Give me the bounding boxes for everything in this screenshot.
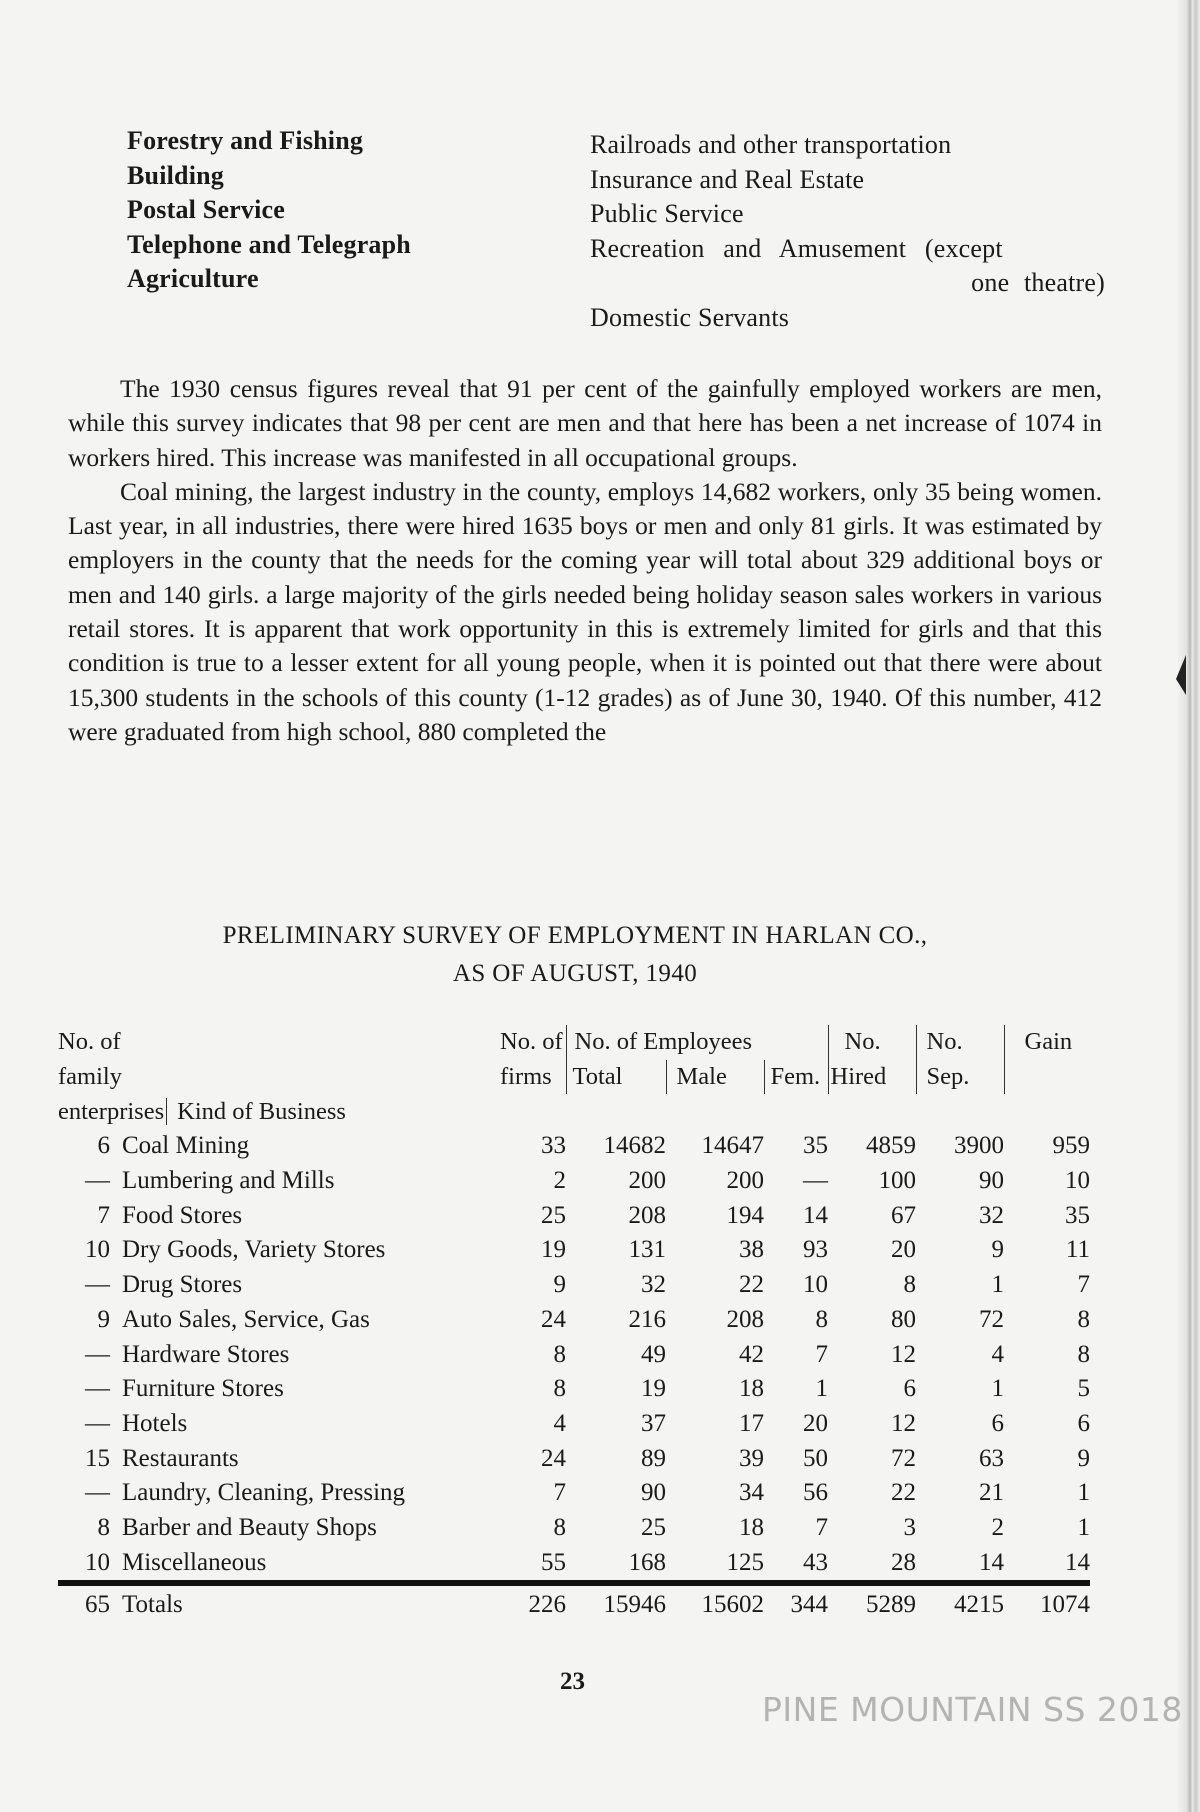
header-row: [58, 1060, 1090, 1095]
cell-family: 8: [97, 1513, 110, 1541]
totals-row: [58, 1583, 1090, 1623]
cell-kind: Laundry, Cleaning, Pressing: [122, 1479, 406, 1507]
cell-firms: 24: [541, 1444, 566, 1472]
cell-gain: 1074: [1004, 1583, 1090, 1623]
cell-firms: 8: [553, 1340, 566, 1368]
cell-hired: 3: [903, 1513, 916, 1541]
cell-sep: 90: [979, 1167, 1004, 1195]
cell-total: 208: [628, 1201, 666, 1229]
cell-sep: 14: [979, 1548, 1004, 1576]
cell-sep: 9: [991, 1236, 1004, 1264]
cell-firms: 9: [553, 1271, 566, 1299]
cell-hired: 12: [891, 1409, 916, 1437]
list-item: Building: [127, 160, 224, 190]
cell-sep: 21: [979, 1479, 1004, 1507]
employment-table: [58, 1025, 1090, 1623]
header-male: Male: [666, 1060, 764, 1095]
cell-kind: Restaurants: [122, 1444, 239, 1472]
cell-kind: Barber and Beauty Shops: [122, 1513, 377, 1541]
cell-total: 90: [641, 1479, 666, 1507]
cell-male: 200: [726, 1167, 764, 1195]
table-subtitle: AS OF AUGUST, 1940: [452, 960, 698, 987]
cell-kind: Dry Goods, Variety Stores: [122, 1236, 386, 1264]
table-row: [58, 1198, 1090, 1233]
cell-male: 208: [726, 1305, 764, 1333]
table-title: PRELIMINARY SURVEY OF EMPLOYMENT IN HARLAN CO.,: [222, 922, 928, 949]
occupation-list-left: [127, 124, 411, 297]
table-row: [58, 1407, 1090, 1442]
cell-firms: 2: [553, 1167, 566, 1195]
list-item: Domestic Servants: [590, 302, 790, 332]
header-family: enterprises: [58, 1097, 165, 1125]
header-hired: Hired: [828, 1060, 916, 1095]
cell-hired: 4859: [866, 1132, 916, 1160]
paragraph: Coal mining, the largest industry in the county, employs 14,682 workers, only 35 being women. Last year, in all industries, there were hired 1635 boys or men and only 81 girls. It was estimated by employers in the county that the needs for the coming year will total about 329 additional boys or men and 140 girls. a large majority of the girls needed being holiday season sales workers in various retail stores. It is apparent that work opportunity in this is extremely limited for girls and that this condition is true to a lesser extent for all young people, when it is pointed out that there were about 15,300 students in the schools of this county (1-12 grades) as of June 30, 1940. Of this number, 412 were graduated from high school, 880 completed the: [68, 476, 1102, 746]
cell-sep: 2: [991, 1513, 1004, 1541]
cell-total: 14682: [603, 1132, 666, 1160]
cell-firms: 7: [553, 1479, 566, 1507]
cell-fem: 14: [803, 1201, 828, 1229]
cell-fem: 344: [764, 1583, 828, 1623]
cell-fem: 10: [803, 1271, 828, 1299]
table-row: [58, 1233, 1090, 1268]
cell-total: 131: [628, 1236, 666, 1264]
cell-kind: Miscellaneous: [122, 1548, 267, 1576]
cell-sep: 4215: [916, 1583, 1004, 1623]
cell-gain: 10: [1065, 1167, 1090, 1195]
cell-gain: 5: [1077, 1375, 1090, 1403]
cell-family: 6: [97, 1132, 110, 1160]
cell-sep: 6: [991, 1409, 1004, 1437]
cell-fem: 8: [815, 1305, 828, 1333]
occupation-list-right: [590, 128, 1105, 335]
cell-family: 65: [58, 1583, 122, 1623]
header-family: family: [58, 1063, 122, 1091]
header-employees: No. of Employees: [566, 1025, 828, 1060]
cell-male: 39: [739, 1444, 764, 1472]
cell-fem: 20: [803, 1409, 828, 1437]
cell-gain: 35: [1065, 1201, 1090, 1229]
cell-family: 10: [85, 1548, 110, 1576]
list-item: Railroads and other transportation: [590, 130, 952, 159]
cell-kind: Lumbering and Mills: [122, 1167, 335, 1195]
cell-hired: 5289: [828, 1583, 916, 1623]
cell-fem: 35: [803, 1132, 828, 1160]
list-item: Agriculture: [127, 264, 259, 293]
cell-firms: 226: [500, 1583, 566, 1623]
cell-kind: Furniture Stores: [122, 1375, 284, 1403]
page-edge: [1178, 0, 1200, 1812]
cell-gain: 1: [1077, 1513, 1090, 1541]
header-hired: No.: [828, 1025, 916, 1060]
cell-gain: 6: [1077, 1409, 1090, 1437]
header-total: Total: [566, 1060, 666, 1095]
cell-male: 22: [739, 1271, 764, 1299]
cell-male: 14647: [701, 1132, 764, 1160]
cell-family: 10: [85, 1236, 110, 1264]
cell-family: 9: [97, 1305, 110, 1333]
cell-hired: 100: [878, 1167, 916, 1195]
cell-fem: 50: [803, 1444, 828, 1472]
cell-gain: 7: [1077, 1271, 1090, 1299]
table-row: [58, 1268, 1090, 1303]
cell-firms: 19: [541, 1236, 566, 1264]
list-item: Recreation and Amusement (except: [590, 233, 1003, 263]
cell-hired: 8: [903, 1271, 916, 1299]
cell-fem: 7: [815, 1513, 828, 1541]
cell-male: 18: [739, 1513, 764, 1541]
cell-sep: 32: [979, 1201, 1004, 1229]
cell-family: —: [85, 1409, 110, 1437]
cell-firms: 55: [541, 1548, 566, 1576]
cell-total: 15946: [566, 1583, 666, 1623]
cell-gain: 8: [1077, 1305, 1090, 1333]
table-row: [58, 1511, 1090, 1546]
cell-male: 15602: [666, 1583, 764, 1623]
cell-hired: 28: [891, 1548, 916, 1576]
header-family: No. of: [58, 1028, 121, 1056]
header-blank: [500, 1094, 1090, 1129]
cell-kind: Coal Mining: [122, 1132, 250, 1160]
cell-firms: 24: [541, 1305, 566, 1333]
cell-family: —: [85, 1167, 110, 1195]
cell-male: 17: [739, 1409, 764, 1437]
cell-total: 25: [641, 1513, 666, 1541]
cell-sep: 4: [991, 1340, 1004, 1368]
header-kind: Kind of Business: [166, 1098, 346, 1125]
cell-firms: 8: [553, 1513, 566, 1541]
header-family-kind: [58, 1094, 500, 1129]
cell-sep: 3900: [954, 1132, 1004, 1160]
cell-fem: 43: [803, 1548, 828, 1576]
cell-sep: 1: [991, 1375, 1004, 1403]
cell-male: 38: [739, 1236, 764, 1264]
header-firms: firms: [500, 1063, 552, 1091]
header-fem: Fem.: [764, 1060, 828, 1095]
cell-sep: 1: [991, 1271, 1004, 1299]
cell-kind: Drug Stores: [122, 1271, 243, 1299]
list-item: Postal Service: [127, 195, 286, 224]
header-gain-blank: [1004, 1060, 1090, 1095]
header-firms: No. of: [500, 1028, 563, 1056]
cell-family: —: [85, 1375, 110, 1403]
cell-fem: 93: [803, 1236, 828, 1264]
cell-gain: 14: [1065, 1548, 1090, 1576]
body-text: [68, 372, 1102, 749]
cell-total: 168: [628, 1548, 666, 1576]
header-sep: No.: [916, 1025, 1004, 1060]
cell-gain: 8: [1077, 1340, 1090, 1368]
cell-fem: 7: [815, 1340, 828, 1368]
watermark: PINE MOUNTAIN SS 2018: [762, 1690, 1183, 1729]
cell-male: 42: [739, 1340, 764, 1368]
table-row: [58, 1372, 1090, 1407]
cell-family: 7: [97, 1201, 110, 1229]
cell-hired: 20: [891, 1236, 916, 1264]
cell-kind: Food Stores: [122, 1201, 243, 1229]
cell-kind: Hotels: [122, 1409, 188, 1437]
header-gain: Gain: [1004, 1025, 1090, 1060]
cell-hired: 80: [891, 1305, 916, 1333]
cell-fem: 56: [803, 1479, 828, 1507]
header-row: [58, 1025, 1090, 1060]
cell-fem: —: [803, 1167, 828, 1195]
cell-total: 216: [628, 1305, 666, 1333]
cell-family: —: [85, 1340, 110, 1368]
list-item-continuation: one theatre): [971, 268, 1105, 297]
table-row: [58, 1164, 1090, 1199]
cell-total: 32: [641, 1271, 666, 1299]
cell-family: —: [85, 1479, 110, 1507]
cell-fem: 1: [815, 1375, 828, 1403]
table-row: [58, 1303, 1090, 1338]
list-item: Telephone and Telegraph: [127, 229, 411, 259]
cell-total: 49: [641, 1340, 666, 1368]
cell-male: 18: [739, 1375, 764, 1403]
cell-total: 19: [641, 1375, 666, 1403]
cell-kind: Auto Sales, Service, Gas: [122, 1305, 370, 1333]
list-item: Forestry and Fishing: [127, 126, 364, 155]
cell-hired: 12: [891, 1340, 916, 1368]
cell-total: 37: [641, 1409, 666, 1437]
cell-kind: Totals: [122, 1583, 500, 1623]
cell-gain: 11: [1065, 1236, 1090, 1264]
cell-firms: 33: [541, 1132, 566, 1160]
cell-male: 34: [739, 1479, 764, 1507]
cell-firms: 4: [553, 1409, 566, 1437]
table-body: [58, 1129, 1090, 1623]
cell-gain: 9: [1077, 1444, 1090, 1472]
cell-family: 15: [85, 1444, 110, 1472]
table-row: [58, 1337, 1090, 1372]
cell-hired: 6: [903, 1375, 916, 1403]
header-sep: Sep.: [916, 1060, 1004, 1095]
cell-hired: 67: [891, 1201, 916, 1229]
cell-total: 200: [628, 1167, 666, 1195]
page-number: 23: [560, 1668, 585, 1695]
cell-firms: 8: [553, 1375, 566, 1403]
table-row: [58, 1545, 1090, 1583]
paragraph: The 1930 census figures reveal that 91 per cent of the gainfully employed workers are men, while this survey indicates that 98 per cent are men and that here has been a net increase of 1074 in workers hired. This increase was manifested in all occupational groups.: [68, 374, 1102, 472]
table-row: [58, 1441, 1090, 1476]
table-row: [58, 1129, 1090, 1164]
table-row: [58, 1476, 1090, 1511]
cell-firms: 25: [541, 1201, 566, 1229]
cell-family: —: [85, 1271, 110, 1299]
list-item: Insurance and Real Estate: [590, 164, 865, 194]
cell-hired: 22: [891, 1479, 916, 1507]
header-row: [58, 1094, 1090, 1129]
cell-gain: 959: [1052, 1132, 1090, 1160]
cell-hired: 72: [891, 1444, 916, 1472]
cell-sep: 63: [979, 1444, 1004, 1472]
cell-male: 125: [726, 1548, 764, 1576]
list-item: Public Service: [590, 199, 744, 228]
cell-male: 194: [726, 1201, 764, 1229]
cell-kind: Hardware Stores: [122, 1340, 290, 1368]
cell-gain: 1: [1077, 1479, 1090, 1507]
cell-sep: 72: [979, 1305, 1004, 1333]
cell-total: 89: [641, 1444, 666, 1472]
